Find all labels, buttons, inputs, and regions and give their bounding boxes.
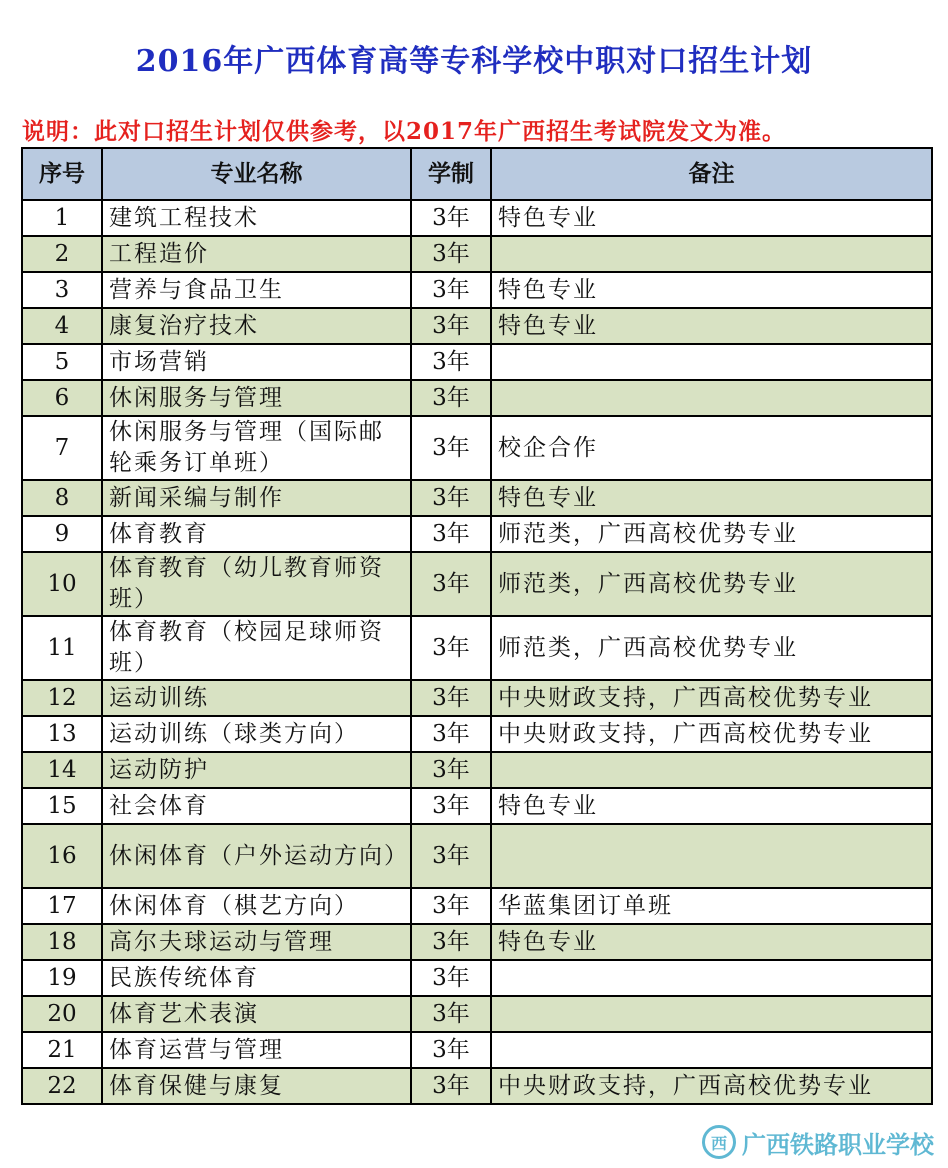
cell-remark: 师范类，广西高校优势专业 — [491, 552, 932, 616]
cell-remark: 特色专业 — [491, 480, 932, 516]
table-row — [22, 752, 932, 788]
table-row — [22, 616, 932, 680]
table-header-row — [22, 148, 932, 200]
table-row — [22, 716, 932, 752]
cell-major-name: 营养与食品卫生 — [102, 272, 411, 308]
cell-duration: 3年 — [411, 236, 491, 272]
cell-number: 2 — [22, 236, 102, 272]
table-row — [22, 236, 932, 272]
cell-major-name: 体育教育 — [102, 516, 411, 552]
cell-major-name: 休闲体育（棋艺方向） — [102, 888, 411, 924]
cell-major-name: 体育教育（校园足球师资班） — [102, 616, 411, 680]
cell-major-name: 运动训练 — [102, 680, 411, 716]
cell-major-name: 运动防护 — [102, 752, 411, 788]
cell-duration: 3年 — [411, 788, 491, 824]
cell-duration: 3年 — [411, 616, 491, 680]
cell-number: 5 — [22, 344, 102, 380]
cell-duration: 3年 — [411, 308, 491, 344]
cell-number: 13 — [22, 716, 102, 752]
cell-number: 10 — [22, 552, 102, 616]
header-remark: 备注 — [491, 148, 932, 200]
table-row — [22, 1032, 932, 1068]
table-row — [22, 344, 932, 380]
cell-number: 19 — [22, 960, 102, 996]
cell-duration: 3年 — [411, 1032, 491, 1068]
cell-remark — [491, 752, 932, 788]
cell-duration: 3年 — [411, 924, 491, 960]
cell-remark: 特色专业 — [491, 308, 932, 344]
school-logo-icon: 西 — [702, 1125, 736, 1159]
table-row — [22, 380, 932, 416]
cell-remark: 中央财政支持，广西高校优势专业 — [491, 716, 932, 752]
cell-remark — [491, 824, 932, 888]
cell-duration: 3年 — [411, 380, 491, 416]
cell-remark: 华蓝集团订单班 — [491, 888, 932, 924]
cell-number: 12 — [22, 680, 102, 716]
cell-major-name: 体育保健与康复 — [102, 1068, 411, 1104]
cell-number: 6 — [22, 380, 102, 416]
cell-remark: 特色专业 — [491, 272, 932, 308]
table-row — [22, 272, 932, 308]
cell-major-name: 休闲体育（户外运动方向） — [102, 824, 411, 888]
table-body — [22, 200, 932, 1104]
cell-number: 17 — [22, 888, 102, 924]
cell-duration: 3年 — [411, 824, 491, 888]
cell-remark: 中央财政支持，广西高校优势专业 — [491, 1068, 932, 1104]
table-row — [22, 308, 932, 344]
cell-number: 18 — [22, 924, 102, 960]
cell-remark: 特色专业 — [491, 924, 932, 960]
cell-duration: 3年 — [411, 960, 491, 996]
page-title: 2016年广西体育高等专科学校中职对口招生计划 — [135, 44, 813, 79]
table-row — [22, 680, 932, 716]
cell-major-name: 市场营销 — [102, 344, 411, 380]
cell-remark — [491, 1032, 932, 1068]
table-row — [22, 960, 932, 996]
cell-duration: 3年 — [411, 752, 491, 788]
cell-major-name: 康复治疗技术 — [102, 308, 411, 344]
table-row — [22, 416, 932, 480]
cell-major-name: 体育艺术表演 — [102, 996, 411, 1032]
cell-major-name: 高尔夫球运动与管理 — [102, 924, 411, 960]
table-row — [22, 824, 932, 888]
cell-duration: 3年 — [411, 480, 491, 516]
cell-number: 7 — [22, 416, 102, 480]
cell-number: 22 — [22, 1068, 102, 1104]
header-number: 序号 — [22, 148, 102, 200]
cell-number: 14 — [22, 752, 102, 788]
cell-number: 1 — [22, 200, 102, 236]
table-row — [22, 552, 932, 616]
cell-duration: 3年 — [411, 552, 491, 616]
cell-remark: 特色专业 — [491, 200, 932, 236]
cell-duration: 3年 — [411, 272, 491, 308]
table-row — [22, 996, 932, 1032]
cell-major-name: 运动训练（球类方向） — [102, 716, 411, 752]
cell-number: 4 — [22, 308, 102, 344]
cell-major-name: 休闲服务与管理 — [102, 380, 411, 416]
cell-duration: 3年 — [411, 996, 491, 1032]
cell-number: 20 — [22, 996, 102, 1032]
cell-remark — [491, 236, 932, 272]
cell-major-name: 体育教育（幼儿教育师资班） — [102, 552, 411, 616]
cell-number: 8 — [22, 480, 102, 516]
cell-remark: 中央财政支持，广西高校优势专业 — [491, 680, 932, 716]
header-major-name: 专业名称 — [102, 148, 411, 200]
cell-duration: 3年 — [411, 416, 491, 480]
cell-major-name: 新闻采编与制作 — [102, 480, 411, 516]
cell-duration: 3年 — [411, 716, 491, 752]
cell-duration: 3年 — [411, 1068, 491, 1104]
cell-major-name: 体育运营与管理 — [102, 1032, 411, 1068]
cell-number: 11 — [22, 616, 102, 680]
cell-remark: 校企合作 — [491, 416, 932, 480]
cell-number: 21 — [22, 1032, 102, 1068]
cell-remark — [491, 960, 932, 996]
cell-remark: 特色专业 — [491, 788, 932, 824]
disclaimer-note: 说明：此对口招生计划仅供参考，以2017年广西招生考试院发文为准。 — [22, 118, 787, 145]
cell-duration: 3年 — [411, 888, 491, 924]
cell-remark — [491, 380, 932, 416]
cell-number: 3 — [22, 272, 102, 308]
cell-major-name: 工程造价 — [102, 236, 411, 272]
cell-remark: 师范类，广西高校优势专业 — [491, 516, 932, 552]
watermark-text: 广西铁路职业学校 — [742, 1130, 934, 1159]
table-row — [22, 200, 932, 236]
cell-major-name: 休闲服务与管理（国际邮轮乘务订单班） — [102, 416, 411, 480]
enrollment-plan-table — [21, 147, 933, 1105]
cell-remark — [491, 996, 932, 1032]
table-row — [22, 480, 932, 516]
cell-major-name: 建筑工程技术 — [102, 200, 411, 236]
table-row — [22, 1068, 932, 1104]
cell-remark: 师范类，广西高校优势专业 — [491, 616, 932, 680]
table-row — [22, 516, 932, 552]
table-row — [22, 788, 932, 824]
cell-number: 16 — [22, 824, 102, 888]
table-row — [22, 924, 932, 960]
site-watermark — [702, 1122, 934, 1162]
cell-number: 15 — [22, 788, 102, 824]
cell-duration: 3年 — [411, 344, 491, 380]
cell-major-name: 民族传统体育 — [102, 960, 411, 996]
cell-duration: 3年 — [411, 516, 491, 552]
cell-major-name: 社会体育 — [102, 788, 411, 824]
header-duration: 学制 — [411, 148, 491, 200]
cell-duration: 3年 — [411, 680, 491, 716]
table-row — [22, 888, 932, 924]
cell-duration: 3年 — [411, 200, 491, 236]
cell-number: 9 — [22, 516, 102, 552]
cell-remark — [491, 344, 932, 380]
